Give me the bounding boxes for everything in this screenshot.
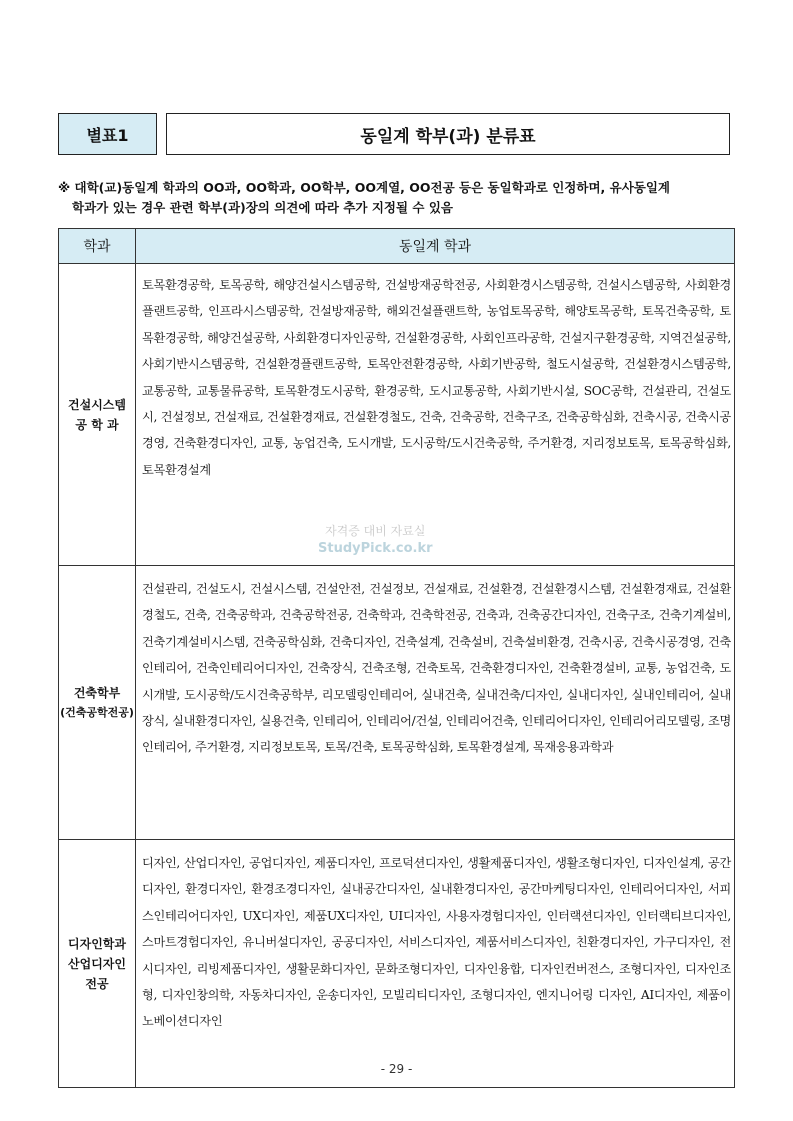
table-row — [59, 264, 735, 566]
page-title — [166, 113, 730, 155]
departments-cell: 토목환경공학, 토목공학, 해양건설시스템공학, 건설방재공학전공, 사회환경시스템공학, 건설시스템공학, 사회환경플랜트공학, 인프라시스템공학, 건설방재공학, 해외건설플랜트학, 농업토목공학, 해양토목공학, 토목건축공학, 토목환경공학, 해양건설공학, 사회환경디자인공학, 건설환경공학, 사회인프라공학, 건설지구환경공학, 지역건설공학, 사회기반시스템공학, 건설환경플랜트공학, 토목안전환경공학, 사회기반공학, 철도시설공학, 건설환경시스템공학, 교통공학, 교통물류공학, 토목환경도시공학, 환경공학, 도시교통공학, 사회기반시설, SOC공학, 건설관리, 건설도시, 건설정보, 건설재료, 건설환경재료, 건설환경철도, 건축, 건축공학, 건축구조, 건축공학심화, 건축시공, 건축시공경영, 건축환경디자인, 교통, 농업건축, 도시개발, 도시공학/도시건축공학, 주거환경, 지리정보토목, 토목공학심화, 토목환경설계 — [136, 264, 735, 566]
appendix-label-text: 별표1 — [86, 125, 129, 145]
table-row — [59, 566, 735, 840]
note-line-1: ※ 대학(교)동일계 학과의 OO과, OO학과, OO학부, OO계열, OO전공 등은 동일학과로 인정하며, 유사동일계 — [58, 180, 671, 195]
classification-table — [58, 228, 735, 1088]
category-cell — [59, 264, 136, 566]
appendix-label — [58, 113, 157, 155]
category-name-line2: 산업디자인 — [68, 956, 126, 971]
category-name-line1: 건축학부 — [73, 685, 121, 700]
category-name-line2: (건축공학전공) — [60, 705, 134, 719]
category-cell — [59, 840, 136, 1088]
category-name-line1: 디자인학과 — [68, 936, 126, 951]
page-number: - 29 - — [380, 1062, 413, 1076]
table-header-row — [59, 229, 735, 264]
note — [58, 178, 748, 218]
category-name-line3: 전공 — [85, 976, 109, 991]
table-row — [59, 840, 735, 1088]
category-cell — [59, 566, 136, 840]
category-name-line1: 건설시스템 — [68, 397, 126, 412]
page-title-text: 동일계 학부(과) 분류표 — [360, 126, 536, 147]
note-line-2: 학과가 있는 경우 관련 학부(과)장의 의견에 따라 추가 지정될 수 있음 — [72, 200, 453, 215]
header-department: 학과 — [59, 229, 136, 264]
departments-cell: 디자인, 산업디자인, 공업디자인, 제품디자인, 프로덕션디자인, 생활제품디자인, 생활조형디자인, 디자인설계, 공간디자인, 환경디자인, 환경조경디자인, 실내공간디자인, 실내환경디자인, 공간마케팅디자인, 인테리어디자인, 서피스인테리어디자인, UX디자인, 제품UX디자인, UI디자인, 사용자경험디자인, 인터랙션디자인, 인터랙티브디자인, 스마트경험디자인, 유니버설디자인, 공공디자인, 서비스디자인, 제품서비스디자인, 친환경디자인, 가구디자인, 전시디자인, 리빙제품디자인, 생활문화디자인, 문화조형디자인, 디자인융합, 디자인컨버전스, 조형디자인, 디자인조형, 디자인창의학, 자동차디자인, 운송디자인, 모빌리티디자인, 조형디자인, 엔지니어링 디자인, AI디자인, 제품이노베이션디자인 — [136, 840, 735, 1088]
watermark-line2: StudyPick.co.kr — [318, 541, 433, 556]
departments-cell: 건설관리, 건설도시, 건설시스템, 건설안전, 건설정보, 건설재료, 건설환경, 건설환경시스템, 건설환경재료, 건설환경철도, 건축, 건축공학과, 건축공학전공, 건축학과, 건축학전공, 건축과, 건축공간디자인, 건축구조, 건축기계설비, 건축기계설비시스템, 건축공학심화, 건축디자인, 건축설계, 건축설비, 건축설비환경, 건축시공, 건축시공경영, 건축인테리어, 건축인테리어디자인, 건축장식, 건축조형, 건축토목, 건축환경디자인, 건축환경설비, 교통, 농업건축, 도시개발, 도시공학/도시건축공학부, 리모델링인테리어, 실내건축, 실내건축/디자인, 실내디자인, 실내인테리어, 실내장식, 실내환경디자인, 실용건축, 인테리어, 인테리어/건설, 인테리어건축, 인테리어디자인, 인테리어리모델링, 조명인테리어, 주거환경, 지리정보토목, 토목/건축, 토목공학심화, 토목환경설계, 목재응용과학과 — [136, 566, 735, 840]
watermark-line1: 자격증 대비 자료실 — [325, 524, 426, 538]
header-equivalent-departments: 동일계 학과 — [136, 229, 735, 264]
category-name-line2: 공 학 과 — [75, 417, 119, 432]
